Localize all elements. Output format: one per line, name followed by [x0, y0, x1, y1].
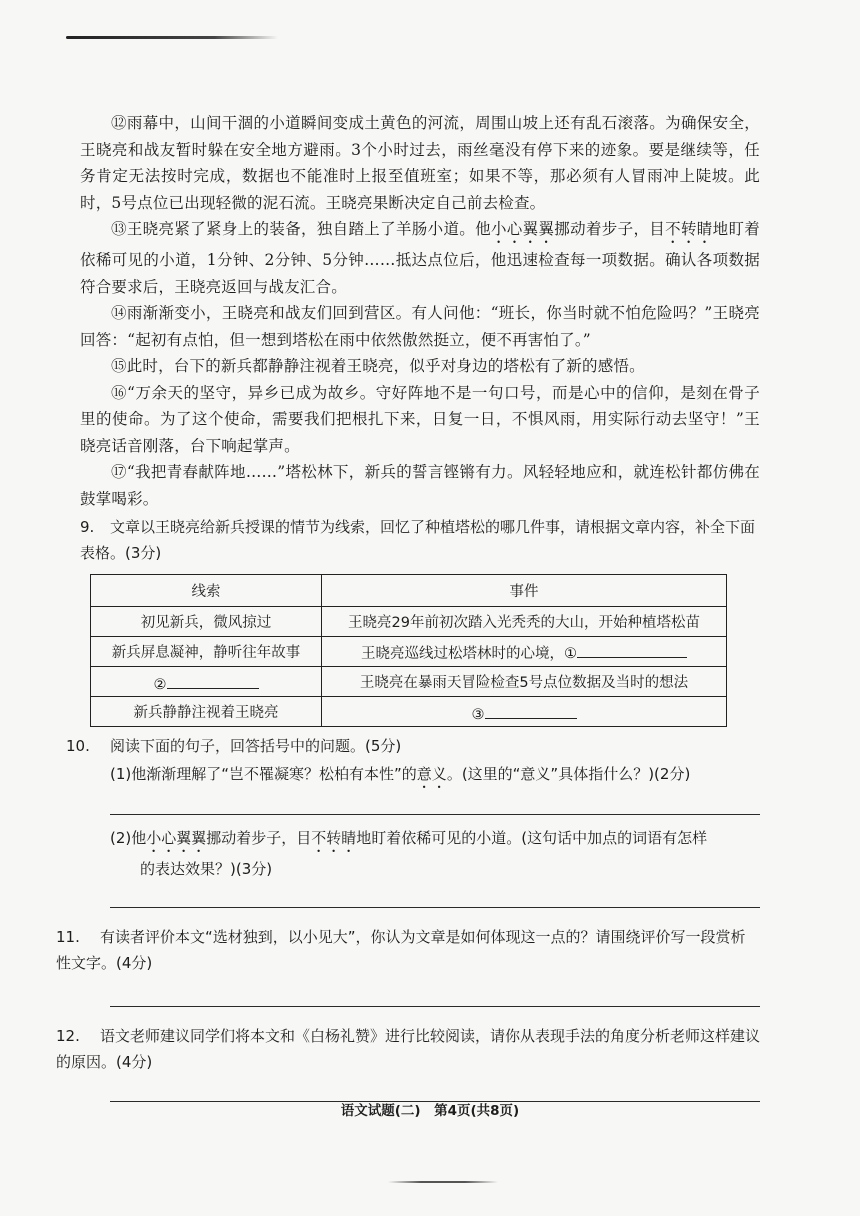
scan-mark-top [66, 36, 278, 39]
sub-question-text: (2)他 [110, 829, 147, 847]
table-header-row [91, 575, 727, 607]
answer-blank-2[interactable] [167, 671, 259, 689]
scan-mark-bottom [388, 1181, 498, 1183]
table-cell: 王晓亮29年前初次踏入光秃秃的大山，开始种植塔松苗 [322, 607, 727, 637]
blank-label: ② [153, 676, 167, 693]
paragraph-13-text: 地盯着依稀可见的小道，1分钟、2分钟、5分钟……抵达点位后，他迅速检查每一项数据。确认各项数据符合要求后，王晓亮返回与战友汇合。 [80, 220, 760, 296]
question-10-2 [80, 825, 760, 883]
page-content [56, 110, 761, 1102]
answer-line[interactable] [110, 1006, 760, 1007]
answer-blank-1[interactable] [577, 640, 687, 658]
emphasis-word: 小心翼翼 [490, 220, 555, 238]
answer-line[interactable] [110, 907, 760, 908]
table-cell: 王晓亮在暴雨天冒险检查5号点位数据及当时的想法 [322, 667, 727, 697]
question-text: 阅读下面的句子，回答括号中的问题。(5分) [110, 737, 402, 755]
blank-label: ③ [471, 706, 485, 723]
table-cell [322, 637, 727, 667]
emphasis-word: 不转睛 [311, 829, 357, 847]
table-cell: 新兵屏息凝神，静听往年故事 [91, 637, 322, 667]
question-number: 11. [56, 928, 80, 946]
table-cell [91, 667, 322, 697]
question-10 [66, 733, 760, 759]
question-text: 文章以王晓亮给新兵授课的情节为线索，回忆了种植塔松的哪几件事，请根据文章内容，补全下面表格。(3分) [80, 518, 756, 562]
table-cell: 初见新兵，微风掠过 [91, 607, 322, 637]
table-cell [322, 697, 727, 727]
emphasis-word: 意义 [416, 765, 447, 783]
table-row [91, 607, 727, 637]
paragraph-13-text: ⑬王晓亮紧了紧身上的装备，独自踏上了羊肠小道。他 [111, 220, 491, 238]
table-cell: 新兵静静注视着王晓亮 [91, 697, 322, 727]
paragraph-15: ⑮此时，台下的新兵都静静注视着王晓亮，似乎对身边的塔松有了新的感悟。 [111, 357, 645, 375]
question-text: 语文老师建议同学们将本文和《白杨礼赞》进行比较阅读，请你从表现手法的角度分析老师这样建议的原因。(4分) [56, 1027, 761, 1071]
question-text: 有读者评价本文“选材独到，以小见大”，你认为文章是如何体现这一点的？请围绕评价写一段赏析性文字。(4分) [56, 928, 746, 972]
blank-label: 王晓亮巡线过松塔林时的心境，① [361, 646, 577, 662]
table-row [91, 667, 727, 697]
paragraph-17: ⑰“我把青春献阵地……”塔松林下，新兵的誓言铿锵有力。风轻轻地应和，就连松针都仿佛在鼓掌喝彩。 [80, 463, 760, 508]
question-11 [56, 924, 760, 976]
question-12 [56, 1023, 760, 1075]
paragraph-14: ⑭雨渐渐变小，王晓亮和战友们回到营区。有人问他：“班长，你当时就不怕危险吗？”王晓亮回答：“起初有点怕，但一想到塔松在雨中依然傲然挺立，便不再害怕了。” [80, 304, 760, 349]
paragraph-12: ⑫雨幕中，山间干涸的小道瞬间变成土黄色的河流，周围山坡上还有乱石滚落。为确保安全，王晓亮和战友暂时躲在安全地方避雨。3个小时过去，雨丝毫没有停下来的迹象。要是继续等，任务肯定无法按时完成，数据也不能准时上报至值班室；如果不等，那必须有人冒雨冲上陡坡。此时，5号点位已出现轻微的泥石流。王晓亮果断决定自己前去检查。 [80, 114, 760, 212]
sub-question-text: 地盯着依稀可见的小道。(这句话中加点的词语有怎样 [356, 829, 708, 847]
question-number: 9. [80, 518, 95, 536]
sub-question-text: 挪动着步子，目 [206, 829, 312, 847]
paragraph-13-text: 挪动着步子，目 [554, 220, 666, 238]
answer-line[interactable] [110, 814, 760, 815]
sub-question-text: 。(这里的“意义”具体指什么？)(2分) [446, 765, 691, 783]
paragraph-16: ⑯“万余天的坚守，异乡已成为故乡。守好阵地不是一句口号，而是心中的信仰，是刻在骨子里的使命。为了这个使命，需要我们把根扎下来，日复一日，不惧风雨，用实际行动去坚守！”王晓亮话音刚落，台下响起掌声。 [80, 383, 760, 455]
emphasis-word: 小心翼翼 [146, 829, 207, 847]
answer-blank-3[interactable] [485, 701, 577, 719]
table-row [91, 697, 727, 727]
table-row [91, 637, 727, 667]
question-9 [80, 514, 760, 566]
sub-question-text: 的表达效果？)(3分) [140, 860, 273, 878]
table-header: 事件 [322, 575, 727, 607]
paragraph-13 [80, 216, 760, 300]
question-number: 10. [66, 737, 90, 755]
question-number: 12. [56, 1027, 80, 1045]
table-header: 线索 [91, 575, 322, 607]
page-footer: 语文试题(二) 第4页(共8页) [340, 1103, 520, 1119]
sub-question-text: (1)他渐渐理解了“岂不罹凝寒？松柏有本性”的 [110, 765, 417, 783]
emphasis-word: 不转睛 [665, 220, 713, 238]
question-10-1 [80, 761, 760, 792]
answer-table [90, 574, 727, 727]
